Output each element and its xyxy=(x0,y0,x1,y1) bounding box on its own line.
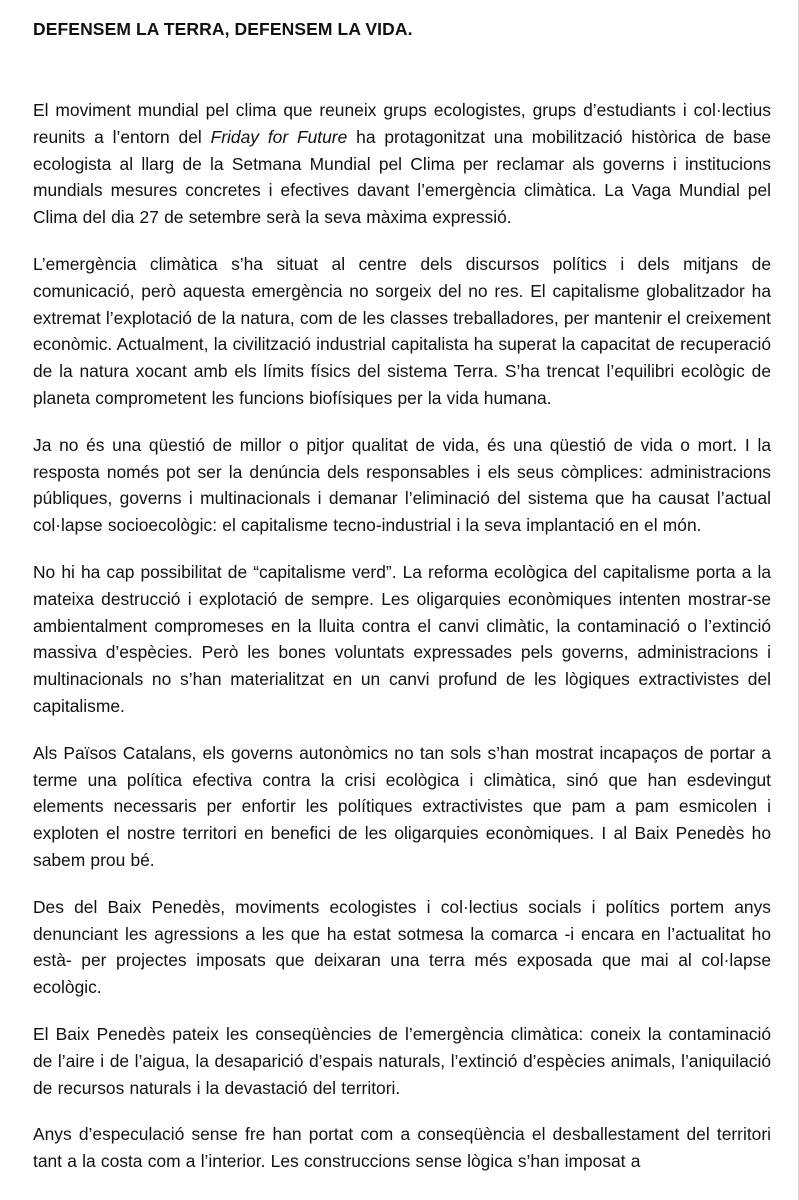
paragraph-7: El Baix Penedès pateix les conseqüències de l’emergència climàtica: coneix la contaminació de l’aire i de l’aigua, la desaparició d’espais naturals, l’extinció d’espècies animals, l’aniquilació de recursos naturals i la devastació del territori. xyxy=(33,1023,771,1098)
paragraph-1 xyxy=(33,97,771,231)
paragraph-1-emphasis: Friday for Future xyxy=(210,126,348,147)
paragraph-6: Des del Baix Penedès, moviments ecologistes i col·lectius socials i polítics portem anys denunciant les agressions a les que ha estat sotmesa la comarca -i encara en l’actualitat ho està- per projectes imposats que deixaran una terra més exposada que mai al col·lapse ecològic. xyxy=(33,896,771,998)
document-title: DEFENSEM LA TERRA, DEFENSEM LA VIDA. xyxy=(33,19,413,39)
paragraph-5: Als Països Catalans, els governs autonòmics no tan sols s’han mostrat incapaços de portar a terme una política efectiva contra la crisi ecològica i climàtica, sinó que han esdevingut elements necessaris per enfortir les polítiques extractivistes que pam a pam esmicolen i exploten el nostre territori en benefici de les oligarquies econòmiques. I al Baix Penedès ho sabem prou bé. xyxy=(33,742,771,870)
paragraph-4: No hi ha cap possibilitat de “capitalisme verd”. La reforma ecològica del capitalisme porta a la mateixa destrucció i explotació de sempre. Les oligarquies econòmiques intenten mostrar-se ambientalment compromeses en la lluita contra el canvi climàtic, la contaminació o l’extinció massiva d’espècies. Però les bones voluntats expressades pels governs, administracions i multinacionals no s’han materialitzat en un canvi profund de les lògiques extractivistes del capitalisme. xyxy=(33,561,771,716)
paragraph-8: Anys d’especulació sense fre han portat com a conseqüència el desballestament del territori tant a la costa com a l’interior. Les construccions sense lògica s’han imposat a xyxy=(33,1124,771,1172)
paragraph-3: Ja no és una qüestió de millor o pitjor qualitat de vida, és una qüestió de vida o mort. I la resposta només pot ser la denúncia dels responsables i els seus còmplices: administracions públiques, governs i multinacionals i demanar l’eliminació del sistema que ha causat l’actual col·lapse socioecològic: el capitalisme tecno-industrial i la seva implantació en el món. xyxy=(33,434,771,536)
paragraph-1-text-before: El moviment mundial pel clima que reuneix grups ecologistes, grups d’estudiants i col·lectius reunits a l’entorn del xyxy=(33,100,771,147)
paragraph-2: L’emergència climàtica s’ha situat al centre dels discursos polítics i dels mitjans de comunicació, però aquesta emergència no sorgeix del no res. El capitalisme globalitzador ha extremat l’explotació de la natura, com de les classes treballadores, per mantenir el creixement econòmic. Actualment, la civilització industrial capitalista ha superat la capacitat de recuperació de la natura xocant amb els límits físics del sistema Terra. S’ha trencat l’equilibri ecològic de planeta comprometent les funcions biofísiques per la vida humana. xyxy=(33,253,771,408)
document-body xyxy=(33,97,771,1195)
paragraph-1-text-after: ha protagonitzat una mobilització històrica de base ecologista al llarg de la Setmana Mundial pel Clima per reclamar als governs i institucions mundials mesures concretes i efectives davant l’emergència climàtica. La Vaga Mundial pel Clima del dia 27 de setembre serà la seva màxima expressió. xyxy=(33,126,771,228)
